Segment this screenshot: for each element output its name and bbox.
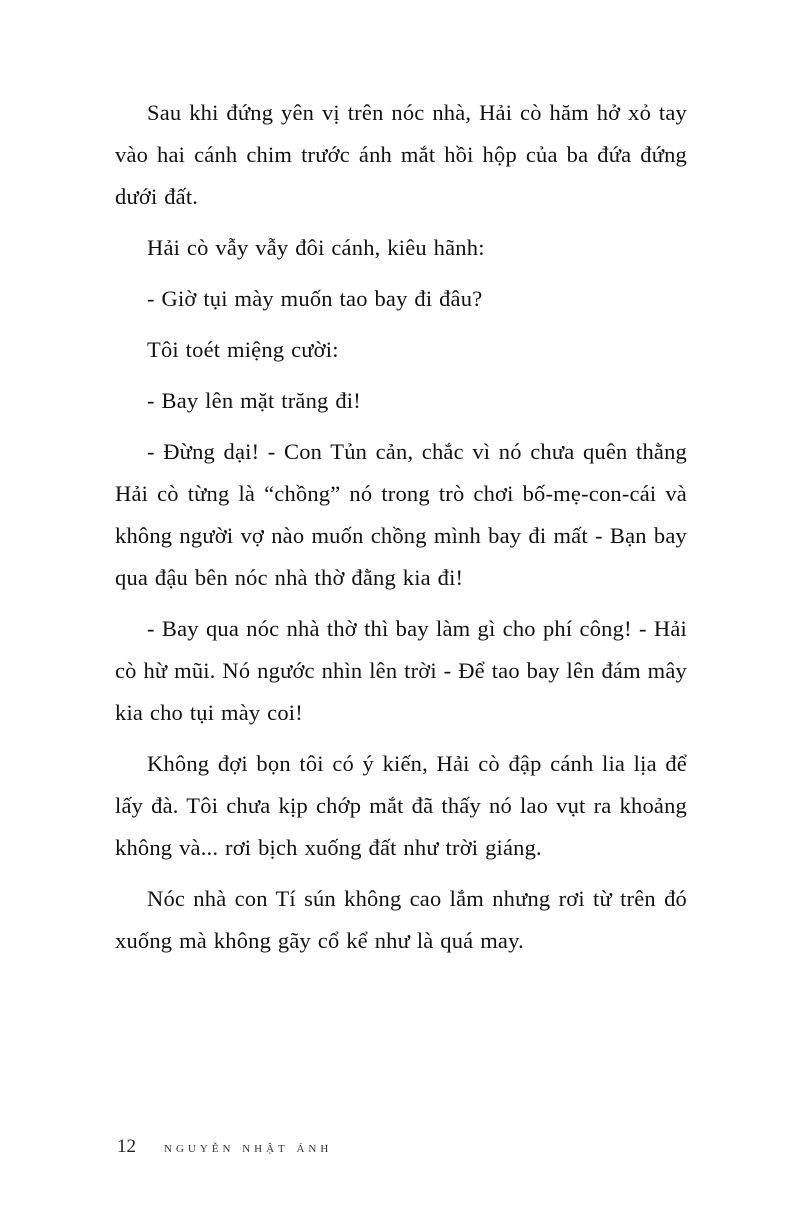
paragraph-7: - Bay qua nóc nhà thờ thì bay làm gì cho phí công! - Hải cò hừ mũi. Nó ngước nhìn lên trời - Để tao bay lên đám mây kia cho tụi mày coi! — [115, 616, 687, 725]
page-footer — [117, 1136, 332, 1158]
author-name: nguyễn nhật ánh — [164, 1140, 333, 1156]
paragraph-9: Nóc nhà con Tí sún không cao lắm nhưng rơi từ trên đó xuống mà không gãy cổ kể như là quá may. — [115, 886, 687, 953]
paragraph-4: Tôi toét miệng cười: — [147, 337, 339, 362]
paragraph-5: - Bay lên mặt trăng đi! — [147, 388, 361, 413]
page-number: 12 — [117, 1136, 136, 1157]
paragraph-8: Không đợi bọn tôi có ý kiến, Hải cò đập cánh lia lịa để lấy đà. Tôi chưa kịp chớp mắt đã thấy nó lao vụt ra khoảng không và... rơi bịch xuống đất như trời giáng. — [115, 751, 687, 860]
paragraph-1: Sau khi đứng yên vị trên nóc nhà, Hải cò hăm hở xỏ tay vào hai cánh chim trước ánh mắt hồi hộp của ba đứa đứng dưới đất. — [115, 100, 687, 209]
paragraph-6: - Đừng dại! - Con Tủn cản, chắc vì nó chưa quên thằng Hải cò từng là “chồng” nó trong trò chơi bố-mẹ-con-cái và không người vợ nào muốn chồng mình bay đi mất - Bạn bay qua đậu bên nóc nhà thờ đằng kia đi! — [115, 439, 687, 590]
body-text — [115, 92, 687, 971]
paragraph-3: - Giờ tụi mày muốn tao bay đi đâu? — [147, 286, 483, 311]
paragraph-2: Hải cò vẫy vẫy đôi cánh, kiêu hãnh: — [147, 235, 485, 260]
